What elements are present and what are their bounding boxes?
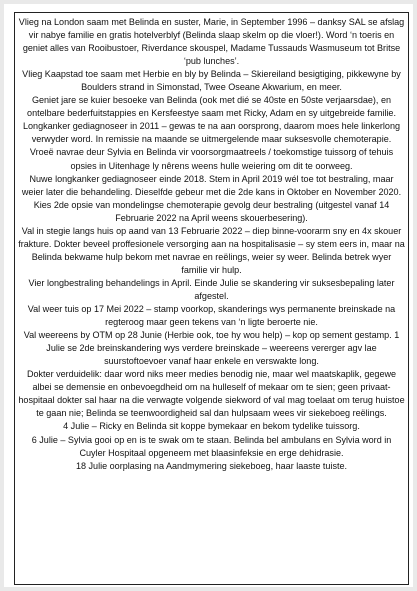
paragraph-visits: Geniet jare se kuier besoeke van Belinda (ook met dié se 40ste en 50ste verjaarsdae), en ontelbare bederfuitstappies en Kersfeestye saam met Ricky, Adam en sy uitgebreide familie. — [27, 95, 396, 119]
paragraph-fall-may-2022: Val weer tuis op 17 Mei 2022 – stamp voorkop, skanderings wys permanente breinskade na regteroog maar geen tekens van ‘n ligte beroerte nie. — [27, 304, 396, 328]
paragraph-4-july: 4 Julie – Ricky en Belinda sit koppe bymekaar en bekom tydelike tuissorg. — [63, 421, 360, 432]
document-page — [4, 4, 413, 587]
paragraph-radiation-april: Vier longbestraling behandelings in April. Einde Julie se skandering vir suksesbepaling later afgestel. — [28, 277, 395, 301]
document-body — [18, 16, 405, 473]
paragraph-lung-cancer-2018: Nuwe longkanker gediagnoseer einde 2018. Stem in April 2019 wél toe tot bestraling, maar weier later die behandeling. Dieselfde gebeur met die 2de kans in Oktober en November 2020. Kies 2de opsie van mondelingse chemoterapie gevolg deur bestraling (uitgestel vanaf 14 Februarie 2022 na April weens skouerbesering). — [21, 173, 402, 223]
paragraph-london-trip: Vlieg na London saam met Belinda en suster, Marie, in September 1996 – danksy SAL se afslag vir nabye familie en gratis hotelverblyf (Belinda slaap skelm op die vloer!). Word ‘n toeris en geniet alles van Rooibustoer, Riverdance skouspel, Madame Tussauds Wasmuseum tot Britse ‘pub lunches’. — [18, 17, 405, 67]
paragraph-18-july: 18 Julie oorplasing na Aandmymering siekeboeg, haar laaste tuiste. — [75, 460, 348, 471]
paragraph-fall-june: Val weereens by OTM op 28 Junie (Herbie ook, toe hy wou help) – kop op sement gestamp. 1 Julie se 2de breinskandering wys verdere breinskade – weereens vererger agv lae suurstoftoevoer vanaf haar enkele en verswakte long. — [23, 330, 400, 367]
paragraph-fall-feb-2022: Val in stegie langs huis op aand van 13 Februarie 2022 – diep binne-voorarm sny en 4x skouer frakture. Dokter beveel proffesionele versorging aan na hospitalisasie – sy stem eers in, maar na Belinda bekwame hulp bekom met navrae en reëlings, weier sy weer. Belinda betrek wyer familie vir hulp. — [18, 225, 405, 275]
paragraph-doctor-explains: Dokter verduidelik: daar word niks meer medies benodig nie, maar wel maatskaplik, gegewe albei se demensie en onbevoegdheid om na hulleself of mekaar om te sien; geen privaat-hospitaal dokter sal haar na die verwagte volgende siekword of val mag toelaat om terug huistoe te gaan nie; Belinda se teenwoordigheid sal dan hulpsaam wees vir siekeboeg reëlings. — [18, 369, 405, 419]
paragraph-lung-cancer-2011: Longkanker gediagnoseer in 2011 – gewas te na aan oorsprong, daarom moes hele linkerlong verwyder word. In remissie na maande se uitmergelende maar suksesvolle chemoterapie. — [22, 121, 401, 145]
paragraph-care-enquiries: Vroeë navrae deur Sylvia en Belinda vir voorsorgmaatreels / toekomstige tuissorg of tehuis opsies in Uitenhage ly nêrens weens hulle weiering om dit te oorweeg. — [29, 147, 394, 171]
paragraph-6-july: 6 Julie – Sylvia gooi op en is te swak om te staan. Belinda bel ambulans en Sylvia word in Cuyler Hospitaal opgeneem met blaasinfeksie en erge dehidrasie. — [31, 434, 392, 458]
paragraph-cape-town-trip: Vlieg Kaapstad toe saam met Herbie en bly by Belinda – Skiereiland besigtiging, pikkewyne by Boulders strand in Simonstad, Twee Oseane Akwarium, en meer. — [22, 69, 401, 93]
